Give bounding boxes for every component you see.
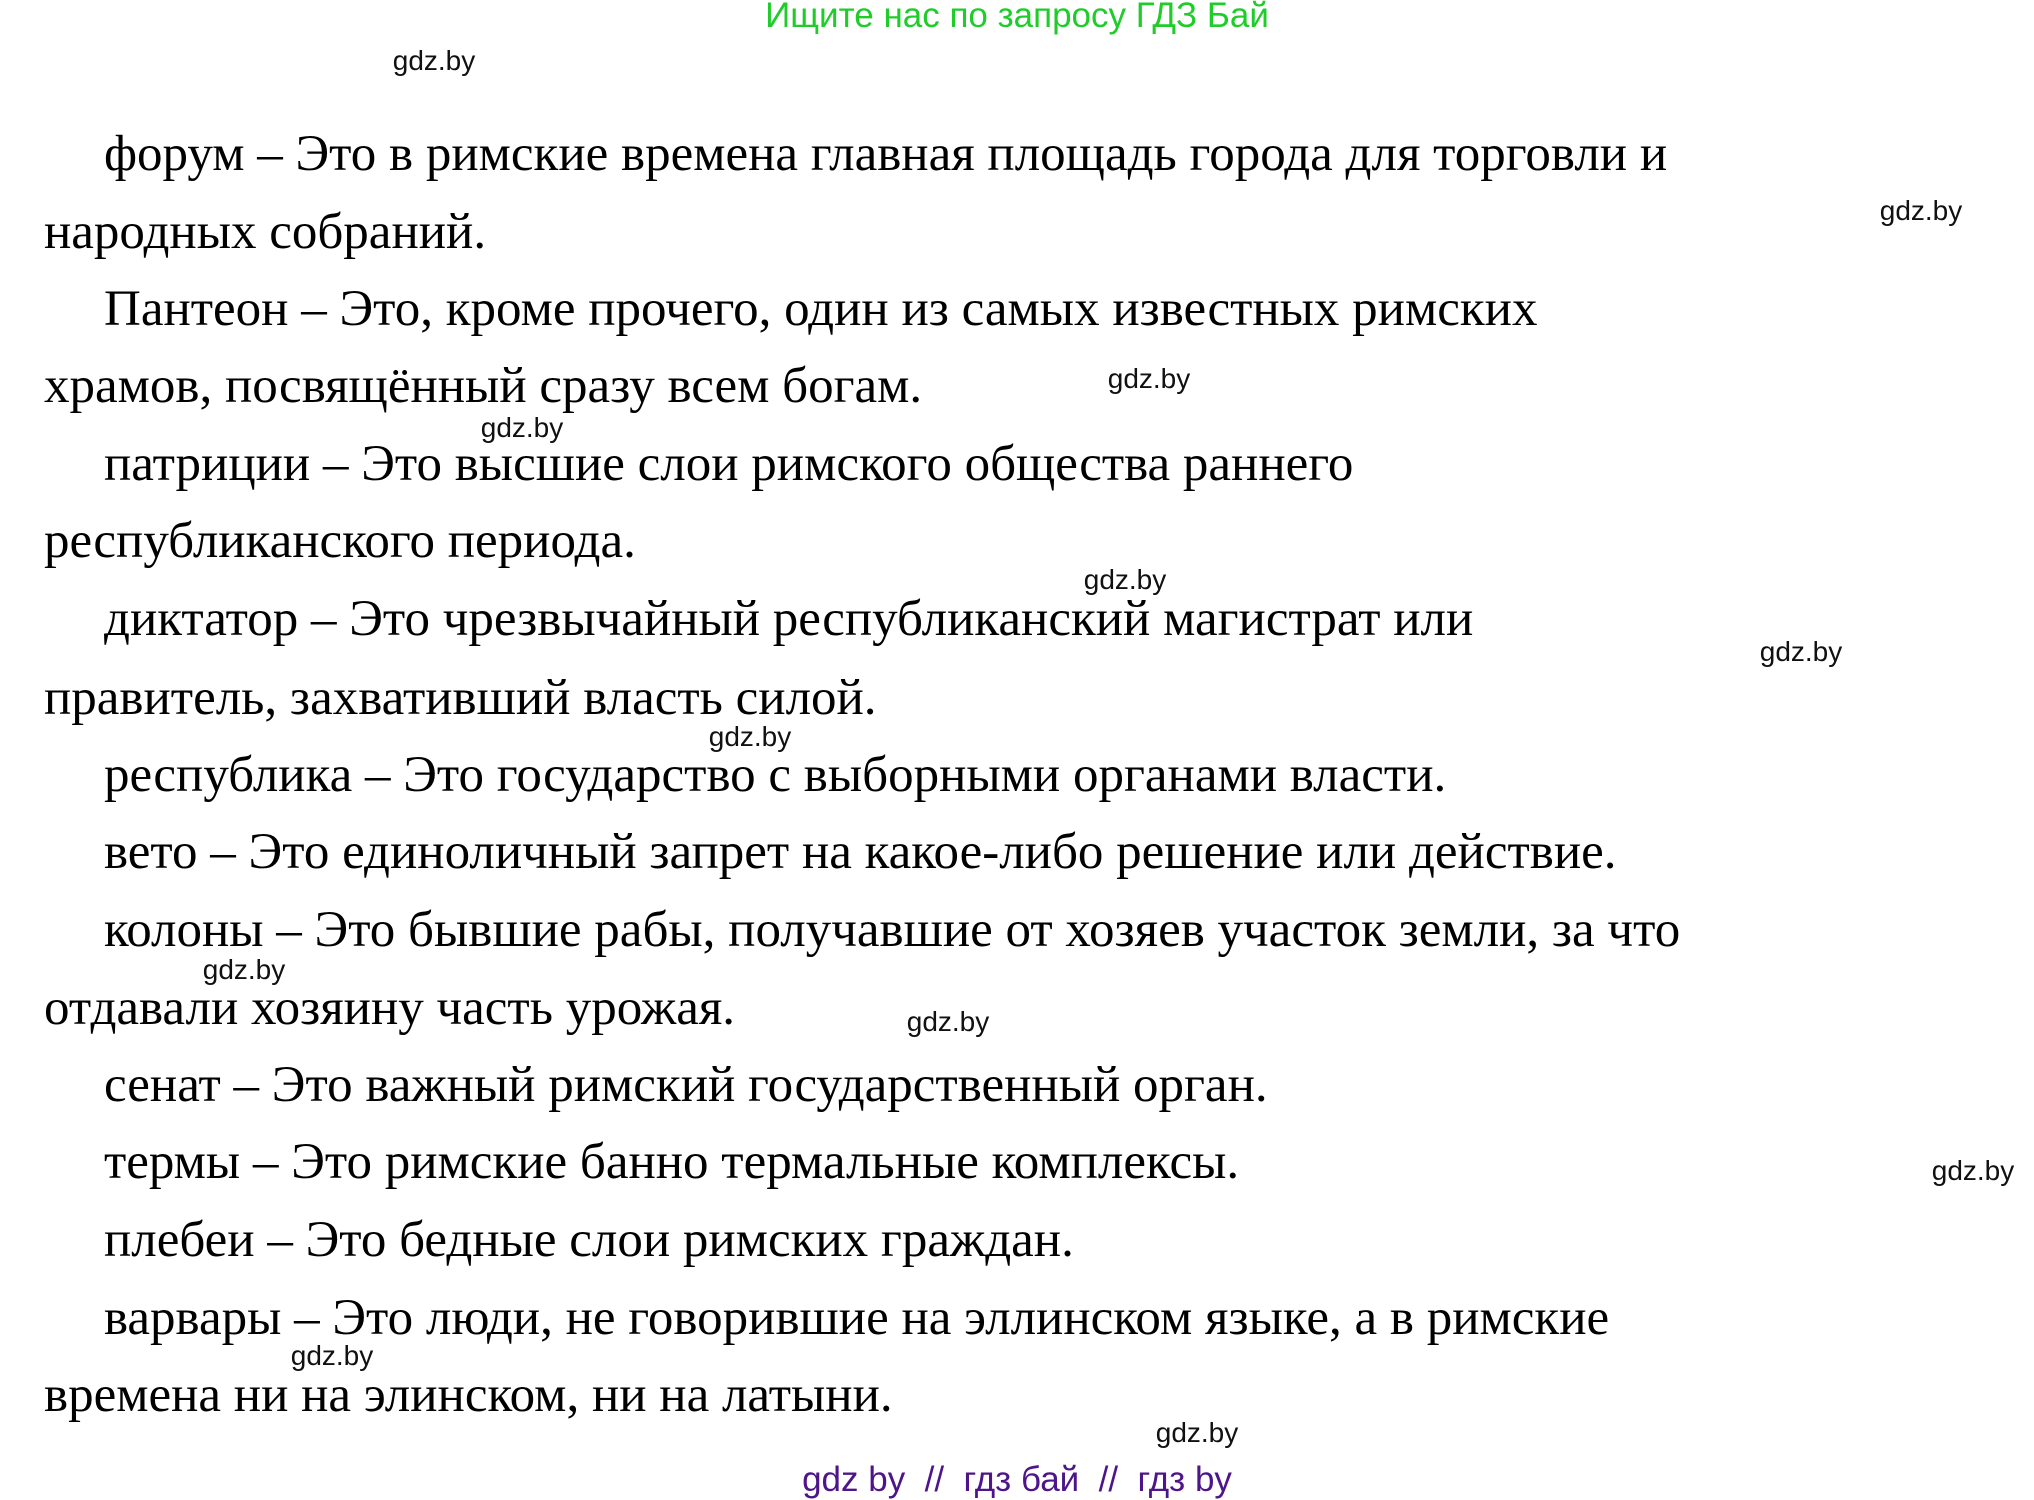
watermark: gdz.by: [906, 1006, 990, 1037]
text-line: термы – Это римские банно термальные комплексы.: [104, 1134, 1240, 1190]
footer-links: gdz by // гдз бай // гдз by: [802, 1460, 1232, 1499]
watermark: gdz.by: [1107, 363, 1191, 394]
text-line: колоны – Это бывшие рабы, получавшие от хозяев участок земли, за что: [104, 902, 1681, 958]
text-line: храмов, посвящённый сразу всем богам.: [44, 358, 923, 414]
watermark: gdz.by: [708, 721, 792, 752]
text-line: варвары – Это люди, не говорившие на эллинском языке, а в римские: [104, 1290, 1610, 1346]
watermark: gdz.by: [1083, 564, 1167, 595]
watermark: gdz.by: [202, 954, 286, 985]
text-line: народных собраний.: [44, 204, 487, 260]
watermark: gdz.by: [1931, 1155, 2015, 1186]
text-line: форум – Это в римские времена главная площадь города для торговли и: [104, 126, 1668, 182]
text-line: Пантеон – Это, кроме прочего, один из самых известных римских: [104, 281, 1538, 337]
watermark: gdz.by: [1759, 636, 1843, 667]
watermark: gdz.by: [290, 1340, 374, 1371]
text-line: плебеи – Это бедные слои римских граждан.: [104, 1212, 1074, 1268]
text-line: республика – Это государство с выборными органами власти.: [104, 747, 1447, 803]
text-line: времена ни на элинском, ни на латыни.: [44, 1367, 893, 1423]
text-line: патриции – Это высшие слои римского общества раннего: [104, 436, 1354, 492]
watermark: gdz.by: [1879, 195, 1963, 226]
text-line: вето – Это единоличный запрет на какое-либо решение или действие.: [104, 824, 1617, 880]
text-line: диктатор – Это чрезвычайный республиканский магистрат или: [104, 591, 1474, 647]
text-line: республиканского периода.: [44, 513, 636, 569]
watermark: gdz.by: [392, 45, 476, 76]
text-line: отдавали хозяину часть урожая.: [44, 980, 736, 1036]
search-hint-banner: Ищите нас по запросу ГДЗ Бай: [765, 0, 1269, 35]
text-line: сенат – Это важный римский государственный орган.: [104, 1057, 1268, 1113]
watermark: gdz.by: [480, 412, 564, 443]
text-line: правитель, захвативший власть силой.: [44, 670, 877, 726]
watermark: gdz.by: [1155, 1417, 1239, 1448]
